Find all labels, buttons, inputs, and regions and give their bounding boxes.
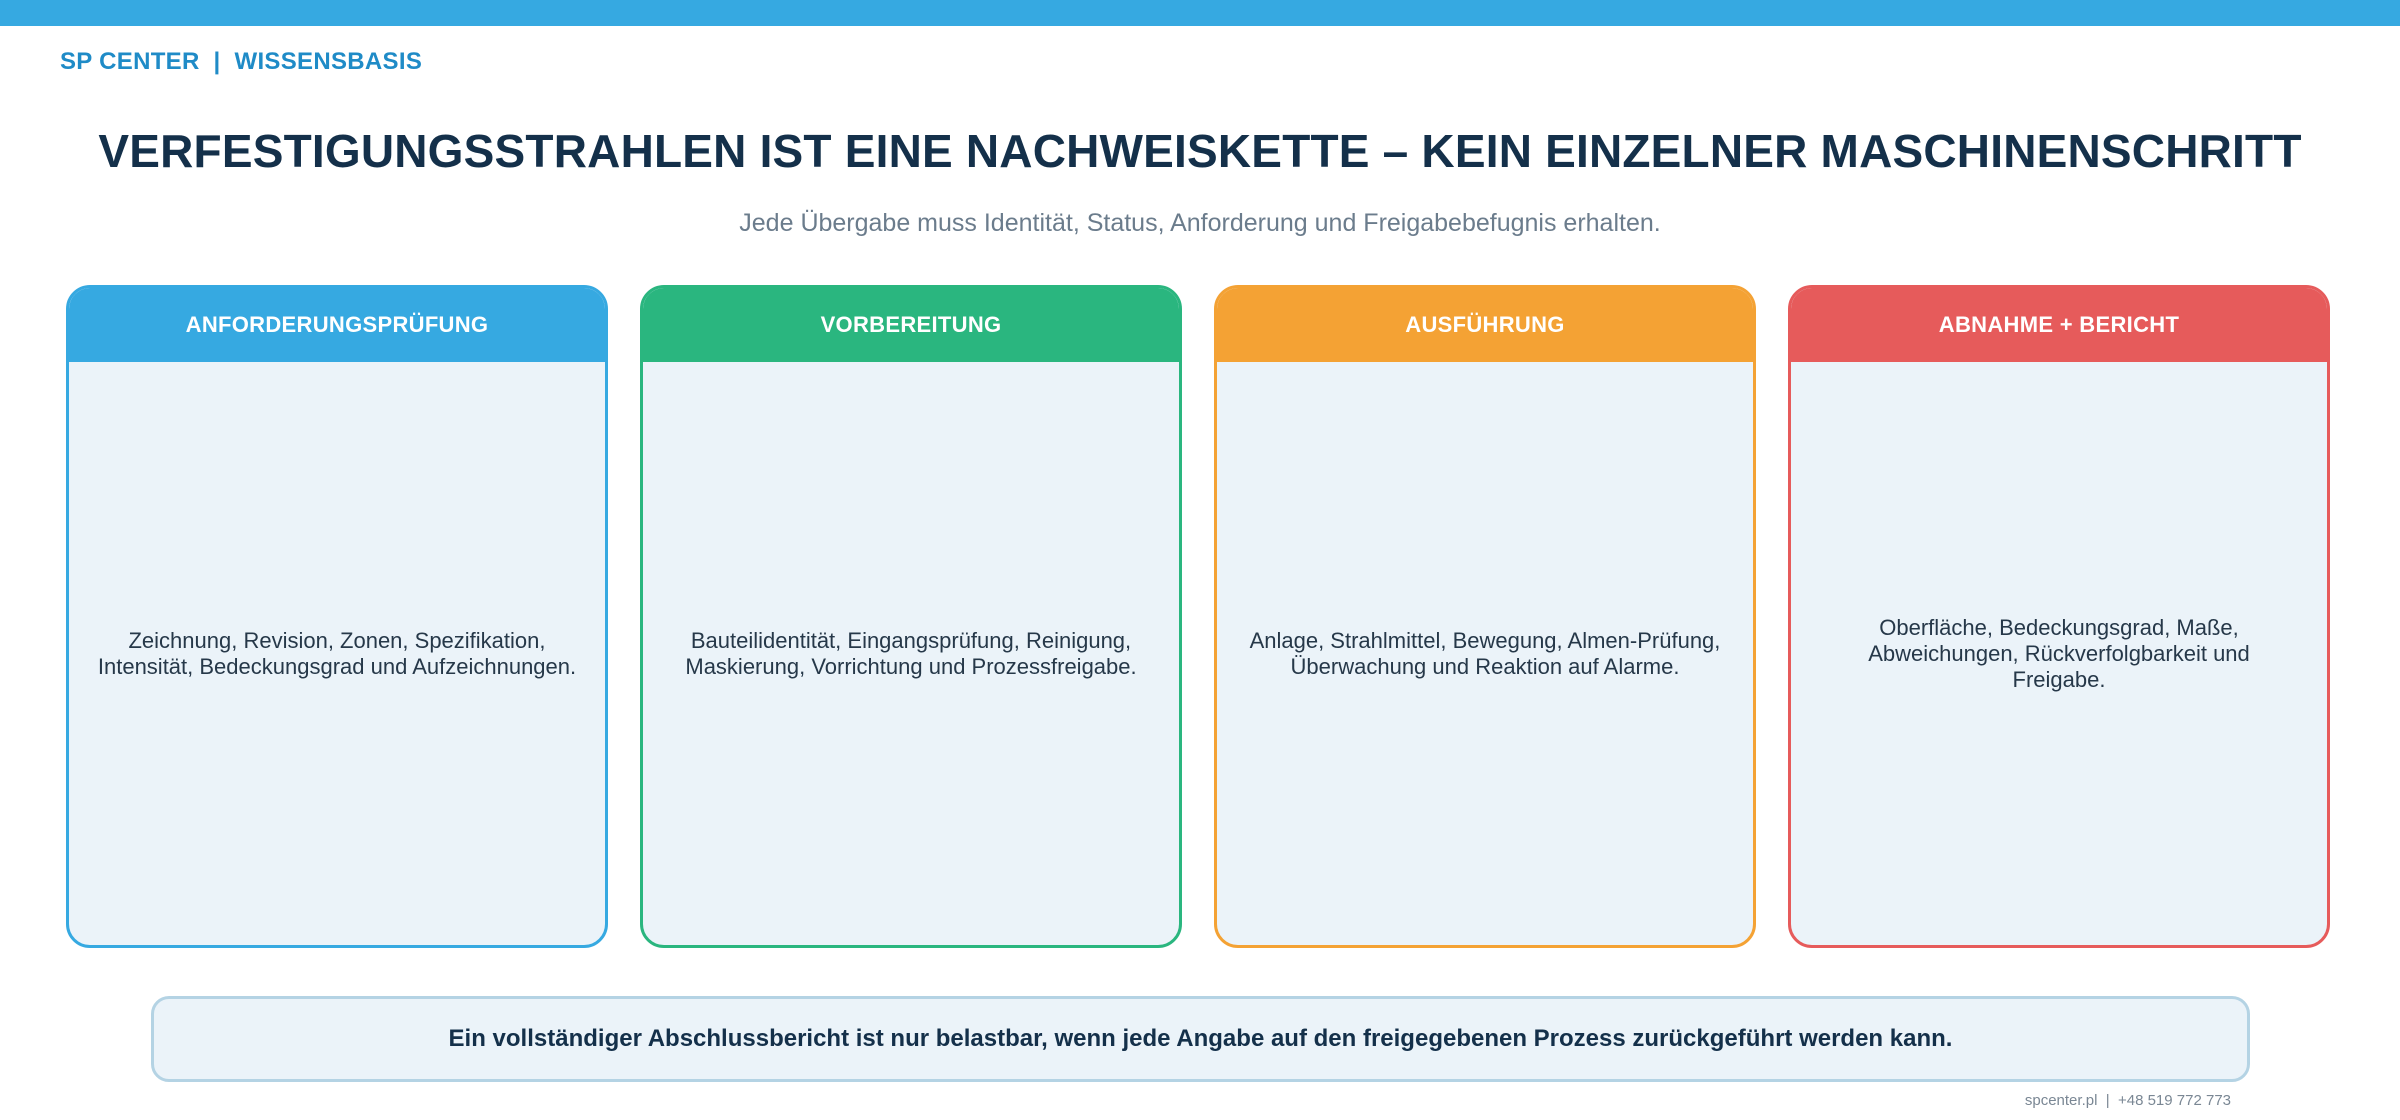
footer-contact: spcenter.pl | +48 519 772 773 — [2024, 1092, 2231, 1109]
summary-banner: Ein vollständiger Abschlussbericht ist nur belastbar, wenn jede Angabe auf den freigegebenen Prozess zurückgeführt werden kann. — [151, 996, 2250, 1082]
stage-card-title: ANFORDERUNGSPRÜFUNG — [69, 288, 605, 362]
stage-card-preparation — [640, 285, 1182, 948]
stage-card-text: Anlage, Strahlmittel, Bewegung, Almen-Prüfung, Überwachung und Reaktion auf Alarme. — [1249, 627, 1721, 679]
stage-card-text: Bauteilidentität, Eingangsprüfung, Reinigung, Maskierung, Vorrichtung und Prozessfreigabe. — [685, 627, 1137, 679]
page-subtitle: Jede Übergabe muss Identität, Status, Anforderung und Freigabebefugnis erhalten. — [739, 209, 1661, 237]
stage-card-execution — [1214, 285, 1756, 948]
stage-card-title: VORBEREITUNG — [643, 288, 1179, 362]
stage-card-text: Oberfläche, Bedeckungsgrad, Maße, Abweichungen, Rückverfolgbarkeit und Freigabe. — [1868, 614, 2250, 692]
stage-card-requirements — [66, 285, 608, 948]
page-title: VERFESTIGUNGSSTRAHLEN IST EINE NACHWEISKETTE – KEIN EINZELNER MASCHINENSCHRITT — [98, 125, 2302, 177]
stage-card-text: Zeichnung, Revision, Zonen, Spezifikation, Intensität, Bedeckungsgrad und Aufzeichnungen. — [97, 627, 577, 679]
stage-card-title: ABNAHME + BERICHT — [1791, 288, 2327, 362]
top-accent-bar — [0, 0, 2400, 26]
stage-card-acceptance — [1788, 285, 2330, 948]
brand-label: SP CENTER | WISSENSBASIS — [60, 48, 423, 75]
stage-card-title: AUSFÜHRUNG — [1217, 288, 1753, 362]
